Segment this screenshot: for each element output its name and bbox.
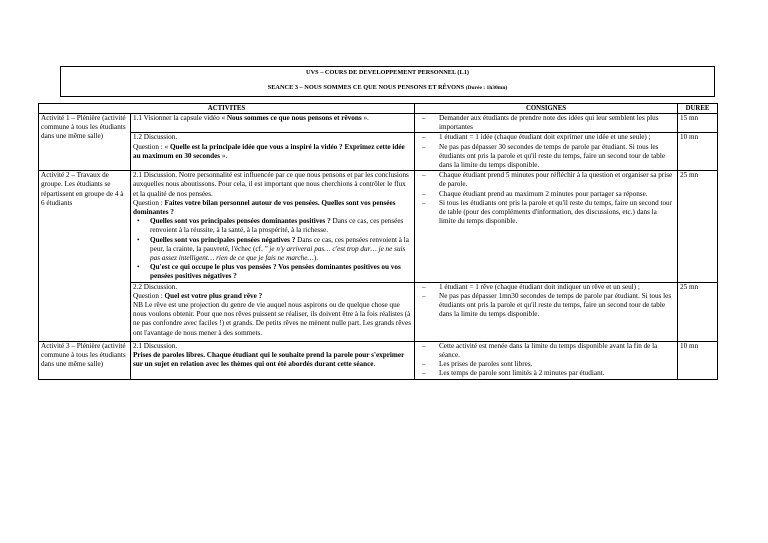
list-item: • Quelles sont vos principales pensées dominantes positives ? Dans ce cas, ces pensées renvoient à la réussite, à la santé, à la prospérité, à la richesse. <box>133 217 412 235</box>
activities-table <box>38 103 718 380</box>
activity-1-1-content: 1.1 Visionner la capsule vidéo « Nous sommes ce que nous pensons et rêvons ». <box>131 114 415 133</box>
activity-2-2-content: 2.2 Discussion. Question : Quel est votre plus grand rêve ? NB Le rêve est une projection du genre de vie auquel nous aspirons ou de quelque chose que nous voulons obtenir. Pour que nos rêves puissent se réaliser, ils doivent être à la fois réalistes (à ne pas confondre avec faciles !) et grands. De petits rêves ne mènent nulle part. Les grands rêves ont l'avantage de nous mener à des sommets. <box>131 282 415 341</box>
list-item: – Si tous les étudiants ont pris la parole et qu'il reste du temps, faire un second tour de table (pour des compléments d'information, des discussions, etc.) dans la limite du temps disponible. <box>417 199 675 227</box>
list-item: – Chaque étudiant prend au maximum 2 minutes pour partager sa réponse. <box>417 190 675 199</box>
session-name: SEANCE 3 – NOUS SOMMES CE QUE NOUS PENSONS ET RÊVONS <box>267 84 465 91</box>
activity-1-2-content: 1.2 Discussion. Question : « Quelle est la principale idée que vous a inspiré la vidéo ? Exprimez cette idée au maximum en 30 secondes ». <box>131 133 415 171</box>
list-item: – 1 étudiant = 1 rêve (chaque étudiant doit indiquer un rêve et un seul) ; <box>417 283 675 292</box>
activity-1-1-consignes <box>415 114 678 133</box>
list-item: – Ne pas pas dépasser 1mn30 secondes de temps de parole par étudiant. Si tous les étudiants ont pris la parole et qu'il reste du temps, faire un second tour de table dans la limite du temps disponible. <box>417 292 675 320</box>
list-item: • Qu'est ce qui occupe le plus vos pensées ? Vos pensées dominantes positives ou vos pensées positives négatives ? <box>133 263 412 281</box>
table-row <box>39 282 718 341</box>
course-title: UVS – COURS DE DEVELOPPEMENT PERSONNEL (L1) <box>306 69 469 76</box>
header-activites: ACTIVITES <box>39 104 415 114</box>
session-duration: (Durée : 1h30mn) <box>465 85 508 91</box>
document-title-box <box>60 66 715 97</box>
activity-1-1-duree: 15 mn <box>678 114 718 133</box>
activity-3-duree: 10 mn <box>678 341 718 379</box>
activity-2-label: Activité 2 – Travaux de groupe. Les étudiants se répartissent en groupe de 4 à 6 étudiants <box>39 171 131 342</box>
session-title <box>61 84 714 91</box>
list-item: – Ne pas pas dépasser 30 secondes de temps de parole par étudiant. Si tous les étudiants ont pris la parole et qu'il reste du temps, faire un second tour de table dans la limite du temps disponible. <box>417 143 675 171</box>
activity-2-1-content: 2.1 Discussion. Notre personnalité est influencée par ce que nous pensons et par les conclusions auxquelles nous aboutissons. Pour cela, il est important que nous cherchions à contrôler le flux et la qualité de nos pensées. Question : Faites votre bilan personnel autour de vos pensées. Quelles sont vos pensées dominantes ? • Quelles sont vos principales pensées dominantes positives ? Dans ce cas, ces pensées renvoient à la réussite, à la santé, à la prospérité, à la richesse. • Quelles sont vos principales pensées négatives ? Dans ce cas, ces pensées renvoient à la peur, la crainte, la pauvreté, l'échec (cf. " je n'y arriverai pas… c'est trop dur… je ne suis pas assez intelligent… rien de ce que je fais ne marche…). • Qu'est ce qui occupe le plus vos pensées ? Vos pensées dominantes positives ou vos pensées positives négatives ? <box>131 171 415 282</box>
header-duree: DUREE <box>678 104 718 114</box>
activity-3-label: Activité 3 – Plénière (activité commune à tous les étudiants dans une même salle) <box>39 341 131 379</box>
table-row <box>39 171 718 282</box>
activity-2-1-consignes <box>415 171 678 282</box>
table-row <box>39 114 718 133</box>
list-item: • Quelles sont vos principales pensées négatives ? Dans ce cas, ces pensées renvoient à la peur, la crainte, la pauvreté, l'échec (cf. " je n'y arriverai pas… c'est trop dur… je ne suis pas assez intelligent… rien de ce que je fais ne marche…). <box>133 236 412 264</box>
activity-1-2-consignes <box>415 133 678 171</box>
activity-2-2-duree: 25 mn <box>678 282 718 341</box>
activity-3-content: 2.1 Discussion. Prises de paroles libres. Chaque étudiant qui le souhaite prend la parole pour s'exprimer sur un sujet en relation avec les thèmes qui ont été abordés durant cette séance. <box>131 341 415 379</box>
table-row <box>39 341 718 379</box>
activity-1-label: Activité 1 – Plénière (activité commune à tous les étudiants dans une même salle) <box>39 114 131 171</box>
table-row <box>39 133 718 171</box>
table-header-row <box>39 104 718 114</box>
list-item: – 1 étudiant = 1 idée (chaque étudiant doit exprimer une idée et une seule) ; <box>417 133 675 142</box>
list-item: – Chaque étudiant prend 5 minutes pour réfléchir à la question et organiser sa prise de parole. <box>417 171 675 189</box>
activity-2-1-duree: 25 mn <box>678 171 718 282</box>
activity-2-2-consignes <box>415 282 678 341</box>
activity-3-consignes <box>415 341 678 379</box>
header-consignes: CONSIGNES <box>415 104 678 114</box>
list-item: – Les prises de paroles sont libres. <box>417 360 675 369</box>
list-item: – Cette activité est menée dans la limite du temps disponible avant la fin de la séance. <box>417 342 675 360</box>
list-item: – Demander aux étudiants de prendre note des idées qui leur semblent les plus importantes <box>417 114 675 132</box>
list-item: – Les temps de parole sont limités à 2 minutes par étudiant. <box>417 369 675 378</box>
activity-1-2-duree: 10 mn <box>678 133 718 171</box>
